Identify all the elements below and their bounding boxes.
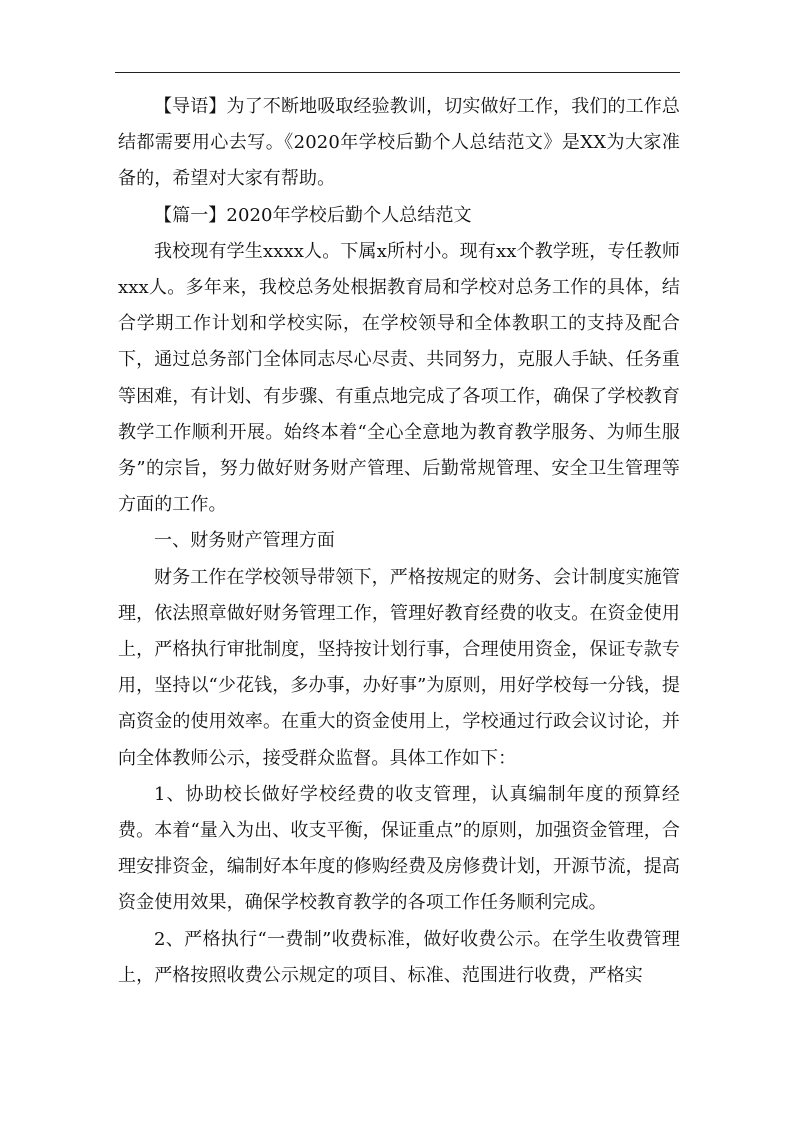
header-rule xyxy=(115,72,680,73)
finance-paragraph: 财务工作在学校领导带领下，严格按规定的财务、会计制度实施管理，依法照章做好财务管理工作，管理好教育经费的收支。在资金使用上，严格执行审批制度，坚持按计划行事，合理使用资金，保证专款专用，坚持以“少花钱，多办事，办好事”为原则，用好学校每一分钱，提高资金的使用效率。在重大的资金使用上，学校通过行政会议讨论，并向全体教师公示，接受群众监督。具体工作如下： xyxy=(118,566,680,769)
section-heading-finance: 一、财务财产管理方面 xyxy=(154,530,335,552)
section-title: 【篇一】2020年学校后勤个人总结范文 xyxy=(154,204,472,226)
intro-paragraph: 【导语】为了不断地吸取经验教训，切实做好工作，我们的工作总结都需要用心去写。《2020年学校后勤个人总结范文》是XX为大家准备的，希望对大家有帮助。 xyxy=(118,96,680,190)
list-item-2: 2、严格执行“一费制”收费标准，做好收费公示。在学生收费管理上，严格按照收费公示规定的项目、标准、范围进行收费，严格实 xyxy=(118,928,680,986)
overview-paragraph: 我校现有学生xxxx人。下属x所村小。现有xx个教学班，专任教师xxx人。多年来，我校总务处根据教育局和学校对总务工作的具体，结合学期工作计划和学校实际，在学校领导和全体教职工的支持及配合下，通过总务部门全体同志尽心尽责、共同努力，克服人手缺、任务重等困难，有计划、有步骤、有重点地完成了各项工作，确保了学校教育教学工作顺利开展。始终本着“全心全意地为教育教学服务、为师生服务”的宗旨，努力做好财务财产管理、后勤常规管理、安全卫生管理等方面的工作。 xyxy=(118,240,680,516)
list-item-1: 1、协助校长做好学校经费的收支管理，认真编制年度的预算经费。本着“量入为出、收支平衡，保证重点”的原则，加强资金管理，合理安排资金，编制好本年度的修购经费及房修费计划，开源节流，提高资金使用效果，确保学校教育教学的各项工作任务顺利完成。 xyxy=(118,783,680,914)
document-body xyxy=(118,89,680,994)
